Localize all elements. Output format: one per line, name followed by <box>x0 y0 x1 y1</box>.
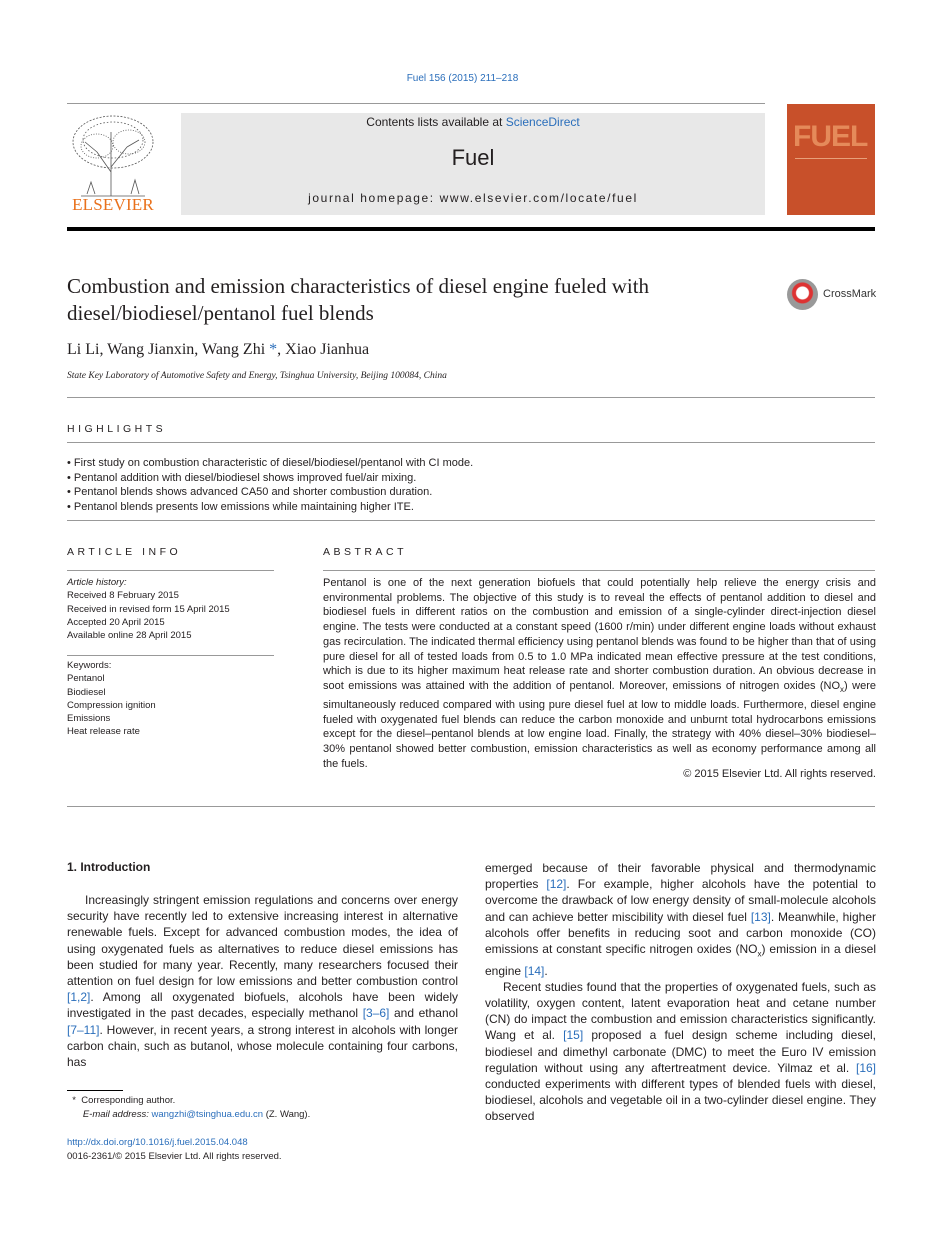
elsevier-wordmark: ELSEVIER <box>72 195 154 214</box>
keywords-label: Keywords: <box>67 660 112 671</box>
journal-name: Fuel <box>451 145 495 170</box>
header-rule <box>67 103 765 104</box>
abstract-copyright: © 2015 Elsevier Ltd. All rights reserved. <box>683 768 876 780</box>
reference-link[interactable]: [14] <box>524 963 545 978</box>
elsevier-tree-icon <box>67 112 159 198</box>
keywords <box>67 659 274 739</box>
highlight-item: • Pentanol addition with diesel/biodiesel shows improved fuel/air mixing. <box>67 471 473 486</box>
corresponding-author-link[interactable]: * <box>269 341 278 358</box>
reference-link[interactable]: [16] <box>855 1060 876 1075</box>
elsevier-logo <box>67 112 159 215</box>
divider <box>67 442 875 443</box>
body-column-right <box>485 860 876 1125</box>
paragraph: Increasingly stringent emission regulations and concerns over energy security have recently led to extensive increasing interest in alternative renewable fuels. Except for advanced combustion modes, the idea of using oxygenated fuels as alternatives to reduce diesel emissions has been studied for many year. Recently, many researchers focused their attention on fuel design for low emissions and better combustion control [1,2]. Among all oxygenated biofuels, alcohols have been widely investigated in the past decades, especially methanol [3–6] and ethanol [7–11]. However, in recent years, a strong interest in alcohols with longer carbon chain, such as butanol, whose molecule containing four carbons, has <box>67 893 458 1070</box>
footnote-rule <box>67 1090 123 1091</box>
contents-line: Contents lists available at ScienceDirect <box>366 115 580 129</box>
crossmark-icon <box>787 279 818 310</box>
issn-line: 0016-2361/© 2015 Elsevier Ltd. All rights reserved. <box>67 1151 282 1162</box>
reference-link[interactable]: [13] <box>750 909 771 924</box>
keyword: Emissions <box>67 713 111 725</box>
divider <box>323 570 875 571</box>
abstract-heading: ABSTRACT <box>323 546 408 558</box>
history-item: Received in revised form 15 April 2015 <box>67 603 230 615</box>
sciencedirect-link[interactable]: ScienceDirect <box>505 115 580 129</box>
crossmark-label: CrossMark <box>823 288 877 300</box>
highlights-list <box>67 456 473 514</box>
email-footnote: E-mail address: wangzhi@tsinghua.edu.cn (Z. Wang). <box>82 1109 311 1120</box>
cover-rule <box>795 158 867 159</box>
reference-link[interactable]: [3–6] <box>362 1006 390 1021</box>
journal-homepage[interactable]: journal homepage: www.elsevier.com/locate/fuel <box>308 191 638 205</box>
reference-link[interactable]: [7–11] <box>67 1022 100 1037</box>
doi-block <box>67 1136 282 1164</box>
header-thick-rule <box>67 227 875 231</box>
history-label: Article history: <box>67 577 127 588</box>
article-history <box>67 576 274 642</box>
email-link[interactable]: wangzhi@tsinghua.edu.cn <box>151 1109 264 1120</box>
paragraph: Recent studies found that the properties of oxygenated fuels, such as volatility, oxygen content, latent evaporation heat and cetane number (CN) do impact the combustion and emission characteristics significantly. Wang et al. [15] proposed a fuel design scheme including diesel, biodiesel and dimethyl carbonate (DMC) to meet the Euro IV emission regulation without using any aftertreatment device. Yilmaz et al. [16] conducted experiments with different types of blended fuels with diesel, biodiesel, alcohols and vegetable oil in a two-cylinder diesel engine. They observed <box>485 979 876 1124</box>
keyword: Compression ignition <box>67 699 156 711</box>
divider <box>67 806 875 807</box>
highlight-item: • First study on combustion characteristic of diesel/biodiesel/pentanol with CI mode. <box>67 456 473 471</box>
keyword: Heat release rate <box>67 726 140 738</box>
footnotes <box>67 1094 310 1122</box>
reference-link[interactable]: [15] <box>563 1028 584 1043</box>
journal-cover-image <box>787 104 875 215</box>
affiliation: State Key Laboratory of Automotive Safety and Energy, Tsinghua University, Beijing 100084, China <box>67 371 447 381</box>
highlights-heading: HIGHLIGHTS <box>67 423 167 435</box>
abstract-text: Pentanol is one of the next generation biofuels that could potentially help relieve the energy crisis and environmental problems. The objective of this study is to reveal the effects of pentanol addition to diesel and biodiesel fuels in different ratios on the combustion and emission of a single-cylinder direct-injection diesel engine. The tests were conducted at a constant speed (1600 r/min) under different engine loads without exhaust gas recirculation. The indicated thermal efficiency using pentanol blends was found to be higher than that of using pure diesel for all of tested loads from 0.5 to 1.0 MPa indicated mean effective pressure at the test conditions, which is due to its higher maximum heat release rate and shorter combustion duration. An obvious decrease in soot emissions was attained with the addition of pentanol. Moreover, emissions of nitrogen oxides $(NO_x)$ were simultaneously reduced compared with using pure diesel fuel at low to middle loads. Furthermore, diesel engine fueled with oxygenated fuel blends can reduce the carbon monoxide and unburnt total hydrocarbons emissions except for the diesel–pentanol blends at low engine load. Finally, the strategy with 40% diesel–30% biodiesel–30% pentanol showed better combustion, emission characteristics as well as economy performance among all the fuels. <box>323 577 876 770</box>
article-title: Combustion and emission characteristics of diesel engine fueled with diesel/biodiesel/pentanol fuel blends <box>67 274 650 325</box>
divider <box>67 655 274 656</box>
keyword: Pentanol <box>67 673 105 685</box>
article-info-heading: ARTICLE INFO <box>67 546 182 558</box>
highlight-item: • Pentanol blends presents low emissions while maintaining higher ITE. <box>67 500 473 515</box>
paragraph: emerged because of their favorable physical and thermodynamic properties [12]. For example, higher alcohols have the potential to overcome the drawback of low energy density of small-molecule alcohols and can achieve better miscibility with diesel fuel [13]. Meanwhile, higher alcohols offer benefits in reducing soot and carbon monoxide (CO) emissions at constant specific nitrogen oxides $(NO_x)$ emission in a diesel engine [14]. <box>485 861 876 978</box>
section-heading: 1. Introduction <box>67 860 151 874</box>
divider <box>67 570 274 571</box>
corresponding-footnote: * Corresponding author. <box>67 1095 176 1106</box>
history-item: Available online 28 April 2015 <box>67 630 192 642</box>
journal-masthead <box>181 113 765 215</box>
cover-title: FUEL <box>793 120 868 153</box>
author-list: Li Li, Wang Jianxin, Wang Zhi *, Xiao Jianhua <box>67 341 370 358</box>
reference-link[interactable]: [12] <box>546 877 567 892</box>
highlight-item: • Pentanol blends shows advanced CA50 and shorter combustion duration. <box>67 485 473 500</box>
divider <box>67 397 875 398</box>
history-item: Received 8 February 2015 <box>67 590 179 602</box>
reference-link[interactable]: [1,2] <box>67 990 91 1005</box>
keyword: Biodiesel <box>67 686 106 698</box>
doi-link[interactable]: http://dx.doi.org/10.1016/j.fuel.2015.04.048 <box>67 1137 248 1148</box>
crossmark-badge[interactable] <box>787 279 877 309</box>
body-column-left <box>67 892 458 1070</box>
history-item: Accepted 20 April 2015 <box>67 616 165 628</box>
journal-citation-link[interactable]: Fuel 156 (2015) 211–218 <box>406 73 519 84</box>
divider <box>67 520 875 521</box>
